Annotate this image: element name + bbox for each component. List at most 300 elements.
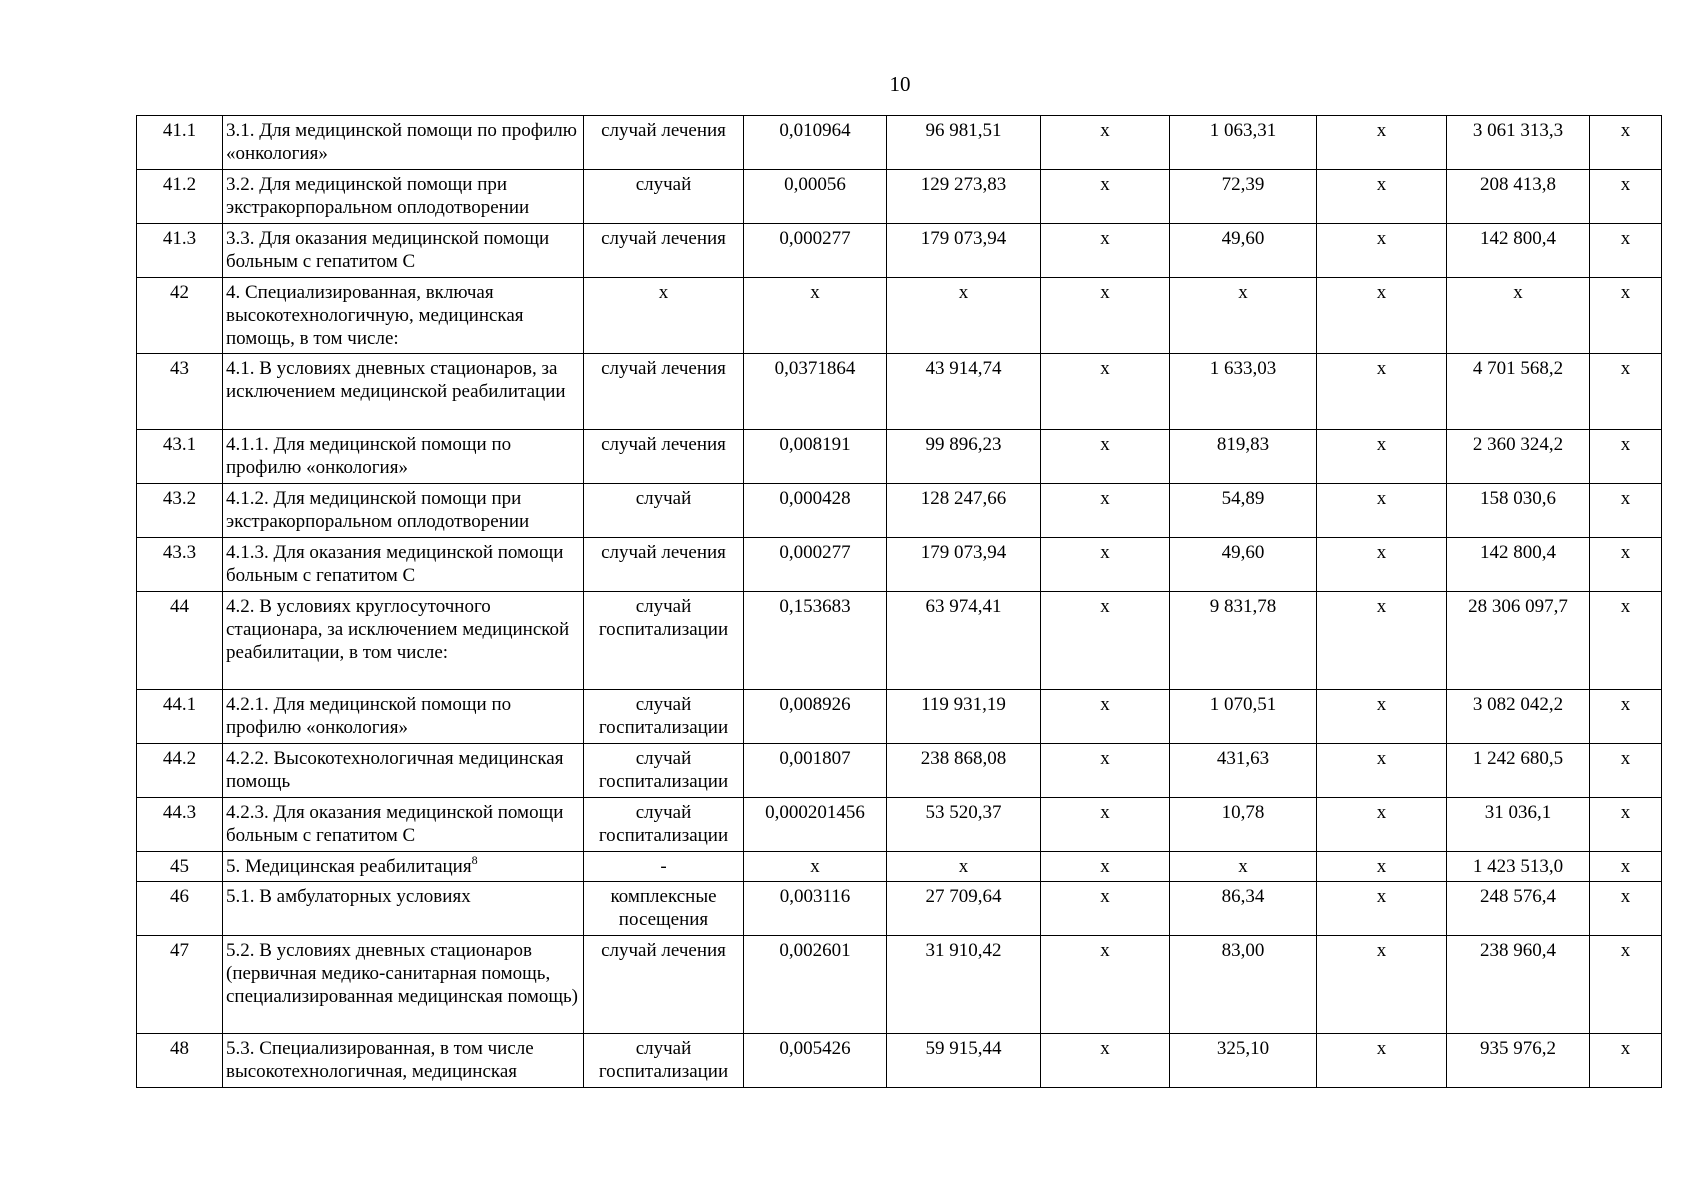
col6-cell bbox=[1041, 936, 1170, 1034]
total-cost-cell-text: 3 061 313,3 bbox=[1472, 120, 1564, 141]
table-row bbox=[137, 798, 1662, 852]
unit-cell-text: случай bbox=[635, 174, 692, 195]
total-cost-cell bbox=[1447, 936, 1590, 1034]
per-capita-cell-text: 83,00 bbox=[1221, 940, 1265, 961]
per-capita-cell bbox=[1170, 430, 1317, 484]
total-cost-cell bbox=[1447, 430, 1590, 484]
norm-cell bbox=[744, 538, 887, 592]
col6-cell bbox=[1041, 744, 1170, 798]
col8-cell-text: х bbox=[1376, 542, 1387, 563]
per-capita-cell bbox=[1170, 798, 1317, 852]
total-cost-cell-text: 238 960,4 bbox=[1480, 940, 1556, 961]
total-cost-cell bbox=[1447, 278, 1590, 354]
description-cell bbox=[223, 484, 584, 538]
per-capita-cell-text: 86,34 bbox=[1221, 886, 1265, 907]
norm-cell-text: 0,000201456 bbox=[765, 802, 865, 823]
table-row bbox=[137, 744, 1662, 798]
per-capita-cell-text: 1 633,03 bbox=[1209, 358, 1277, 379]
description-cell bbox=[223, 690, 584, 744]
col8-cell bbox=[1317, 798, 1447, 852]
col10-cell bbox=[1590, 538, 1662, 592]
norm-cell-text: 0,008191 bbox=[779, 434, 851, 455]
col10-cell bbox=[1590, 690, 1662, 744]
row-number-cell bbox=[137, 852, 223, 882]
cost-cell-text: 63 974,41 bbox=[925, 596, 1002, 617]
description-cell bbox=[223, 882, 584, 936]
col10-cell bbox=[1590, 354, 1662, 430]
description-cell bbox=[223, 744, 584, 798]
norm-cell bbox=[744, 744, 887, 798]
col10-cell bbox=[1590, 224, 1662, 278]
col6-cell-text: х bbox=[1100, 856, 1110, 877]
per-capita-cell-text: 1 070,51 bbox=[1209, 694, 1277, 715]
col6-cell bbox=[1041, 592, 1170, 690]
col6-cell-text: х bbox=[1100, 886, 1110, 907]
norm-cell-text: 0,003116 bbox=[779, 886, 851, 907]
unit-cell-text: случай лечения bbox=[601, 358, 726, 379]
row-number-cell bbox=[137, 744, 223, 798]
col6-cell bbox=[1041, 690, 1170, 744]
col10-cell-text: х bbox=[1620, 488, 1631, 509]
page-number: 10 bbox=[889, 72, 911, 96]
total-cost-cell bbox=[1447, 354, 1590, 430]
row-number-cell-text: 43.3 bbox=[162, 542, 197, 563]
unit-cell-text: - bbox=[660, 856, 667, 877]
total-cost-cell-text: 31 036,1 bbox=[1484, 802, 1552, 823]
per-capita-cell bbox=[1170, 690, 1317, 744]
col8-cell-text: х bbox=[1376, 886, 1387, 907]
unit-cell bbox=[584, 592, 744, 690]
per-capita-cell bbox=[1170, 354, 1317, 430]
col8-cell bbox=[1317, 936, 1447, 1034]
unit-cell bbox=[584, 224, 744, 278]
cost-cell bbox=[887, 484, 1041, 538]
row-number-cell bbox=[137, 116, 223, 170]
norm-cell bbox=[744, 430, 887, 484]
unit-cell bbox=[584, 690, 744, 744]
cost-cell-text: 128 247,66 bbox=[920, 488, 1007, 509]
unit-cell bbox=[584, 170, 744, 224]
description-cell-text: 4.1.3. Для оказания медицинской помощи больным с гепатитом С bbox=[226, 542, 564, 586]
unit-cell bbox=[584, 484, 744, 538]
col10-cell-text: х bbox=[1620, 748, 1631, 769]
total-cost-cell-text: 4 701 568,2 bbox=[1472, 358, 1564, 379]
table-row bbox=[137, 430, 1662, 484]
total-cost-cell bbox=[1447, 224, 1590, 278]
row-number-cell bbox=[137, 936, 223, 1034]
col6-cell-text: х bbox=[1100, 1038, 1110, 1059]
row-number-cell-text: 41.1 bbox=[162, 120, 197, 141]
row-number-cell-text: 44.2 bbox=[162, 748, 197, 769]
col8-cell bbox=[1317, 116, 1447, 170]
unit-cell bbox=[584, 354, 744, 430]
cost-cell bbox=[887, 690, 1041, 744]
cost-cell-text: 43 914,74 bbox=[925, 358, 1002, 379]
col6-cell bbox=[1041, 354, 1170, 430]
cost-cell-text: 99 896,23 bbox=[925, 434, 1002, 455]
norm-cell bbox=[744, 936, 887, 1034]
unit-cell-text: случай лечения bbox=[601, 228, 726, 249]
row-number-cell-text: 47 bbox=[170, 940, 189, 961]
unit-cell-text: случай госпитализации bbox=[598, 802, 729, 846]
row-number-cell bbox=[137, 224, 223, 278]
col10-cell-text: х bbox=[1620, 358, 1631, 379]
norm-cell bbox=[744, 354, 887, 430]
cost-cell-text: 27 709,64 bbox=[925, 886, 1002, 907]
row-number-cell bbox=[137, 592, 223, 690]
table-row bbox=[137, 484, 1662, 538]
total-cost-cell bbox=[1447, 852, 1590, 882]
norm-cell bbox=[744, 116, 887, 170]
col8-cell-text: х bbox=[1376, 940, 1387, 961]
per-capita-cell-text: 72,39 bbox=[1221, 174, 1265, 195]
total-cost-cell bbox=[1447, 592, 1590, 690]
per-capita-cell-text: 431,63 bbox=[1216, 748, 1270, 769]
row-number-cell-text: 44 bbox=[170, 596, 189, 617]
col8-cell-text: х bbox=[1376, 434, 1387, 455]
row-number-cell bbox=[137, 798, 223, 852]
table-row bbox=[137, 852, 1662, 882]
row-number-cell bbox=[137, 354, 223, 430]
total-cost-cell-text: 2 360 324,2 bbox=[1472, 434, 1564, 455]
norm-cell bbox=[744, 224, 887, 278]
col6-cell-text: х bbox=[1100, 748, 1110, 769]
per-capita-cell bbox=[1170, 224, 1317, 278]
cost-cell-text: 53 520,37 bbox=[925, 802, 1002, 823]
col8-cell-text: х bbox=[1376, 694, 1387, 715]
unit-cell-text: х bbox=[658, 282, 669, 303]
row-number-cell-text: 43 bbox=[170, 358, 189, 379]
total-cost-cell-text: 28 306 097,7 bbox=[1468, 596, 1568, 617]
row-number-cell-text: 45 bbox=[170, 856, 189, 877]
description-cell-text: 5.1. В амбулаторных условиях bbox=[226, 886, 471, 907]
unit-cell bbox=[584, 116, 744, 170]
description-cell bbox=[223, 592, 584, 690]
per-capita-cell bbox=[1170, 170, 1317, 224]
per-capita-cell bbox=[1170, 484, 1317, 538]
per-capita-cell-text: х bbox=[1238, 856, 1248, 877]
col10-cell bbox=[1590, 116, 1662, 170]
description-cell bbox=[223, 936, 584, 1034]
col10-cell bbox=[1590, 1034, 1662, 1088]
col6-cell-text: х bbox=[1100, 282, 1110, 303]
norm-cell bbox=[744, 690, 887, 744]
unit-cell-text: случай госпитализации bbox=[598, 748, 729, 792]
row-number-cell bbox=[137, 170, 223, 224]
cost-cell-text: 179 073,94 bbox=[920, 542, 1007, 563]
norm-cell-text: 0,153683 bbox=[779, 596, 851, 617]
unit-cell bbox=[584, 798, 744, 852]
total-cost-cell-text: 158 030,6 bbox=[1480, 488, 1556, 509]
total-cost-cell-text: 1 423 513,0 bbox=[1472, 856, 1564, 877]
table-body bbox=[137, 116, 1662, 1088]
cost-cell bbox=[887, 592, 1041, 690]
col10-cell bbox=[1590, 798, 1662, 852]
unit-cell-text: случай госпитализации bbox=[598, 694, 729, 738]
per-capita-cell-text: 49,60 bbox=[1221, 228, 1265, 249]
norm-cell bbox=[744, 170, 887, 224]
table-row bbox=[137, 538, 1662, 592]
description-cell-text: 4.1.2. Для медицинской помощи при экстракорпоральном оплодотворении bbox=[226, 488, 530, 532]
col10-cell-text: х bbox=[1620, 802, 1631, 823]
col6-cell bbox=[1041, 170, 1170, 224]
total-cost-cell-text: 208 413,8 bbox=[1480, 174, 1556, 195]
col8-cell-text: х bbox=[1376, 856, 1387, 877]
row-number-cell-text: 43.2 bbox=[162, 488, 197, 509]
col8-cell bbox=[1317, 882, 1447, 936]
cost-cell bbox=[887, 224, 1041, 278]
col10-cell-text: х bbox=[1620, 596, 1631, 617]
unit-cell bbox=[584, 430, 744, 484]
table-row bbox=[137, 116, 1662, 170]
norm-cell bbox=[744, 1034, 887, 1088]
cost-cell bbox=[887, 116, 1041, 170]
col8-cell-text: х bbox=[1376, 282, 1387, 303]
per-capita-cell bbox=[1170, 116, 1317, 170]
col8-cell-text: х bbox=[1376, 1038, 1387, 1059]
col6-cell bbox=[1041, 852, 1170, 882]
unit-cell bbox=[584, 852, 744, 882]
norm-cell-text: 0,008926 bbox=[779, 694, 851, 715]
description-cell bbox=[223, 116, 584, 170]
col6-cell bbox=[1041, 224, 1170, 278]
col6-cell-text: х bbox=[1100, 694, 1110, 715]
cost-cell bbox=[887, 852, 1041, 882]
table-row bbox=[137, 690, 1662, 744]
total-cost-cell-text: 248 576,4 bbox=[1480, 886, 1556, 907]
col10-cell-text: х bbox=[1620, 1038, 1631, 1059]
col6-cell bbox=[1041, 278, 1170, 354]
col8-cell-text: х bbox=[1376, 748, 1387, 769]
total-cost-cell-text: 1 242 680,5 bbox=[1472, 748, 1564, 769]
col8-cell bbox=[1317, 484, 1447, 538]
per-capita-cell-text: 49,60 bbox=[1221, 542, 1265, 563]
col8-cell-text: х bbox=[1376, 228, 1387, 249]
unit-cell-text: случай лечения bbox=[601, 542, 726, 563]
total-cost-cell bbox=[1447, 1034, 1590, 1088]
norm-cell bbox=[744, 278, 887, 354]
row-number-cell-text: 42 bbox=[170, 282, 189, 303]
cost-cell bbox=[887, 538, 1041, 592]
description-cell-text: 4.2.3. Для оказания медицинской помощи больным с гепатитом С bbox=[226, 802, 564, 846]
cost-cell bbox=[887, 354, 1041, 430]
norm-cell-text: 0,00056 bbox=[784, 174, 846, 195]
total-cost-cell-text: 935 976,2 bbox=[1480, 1038, 1556, 1059]
description-cell-text: 4. Специализированная, включая высокотехнологичную, медицинская помощь, в том числе: bbox=[226, 282, 524, 349]
total-cost-cell bbox=[1447, 744, 1590, 798]
description-cell-text: 5.2. В условиях дневных стационаров (первичная медико-санитарная помощь, специализированная медицинская помощь) bbox=[226, 940, 579, 1007]
per-capita-cell bbox=[1170, 882, 1317, 936]
total-cost-cell bbox=[1447, 484, 1590, 538]
cost-cell bbox=[887, 1034, 1041, 1088]
description-cell-text: 3.2. Для медицинской помощи при экстракорпоральном оплодотворении bbox=[226, 174, 530, 218]
row-number-cell-text: 48 bbox=[170, 1038, 189, 1059]
norm-cell bbox=[744, 882, 887, 936]
cost-cell-text: х bbox=[958, 856, 969, 877]
cost-cell bbox=[887, 882, 1041, 936]
per-capita-cell bbox=[1170, 278, 1317, 354]
row-number-cell-text: 41.3 bbox=[162, 228, 197, 249]
col10-cell bbox=[1590, 430, 1662, 484]
per-capita-cell bbox=[1170, 592, 1317, 690]
cost-cell-text: 179 073,94 bbox=[920, 228, 1007, 249]
description-cell-text: 3.3. Для оказания медицинской помощи больным с гепатитом С bbox=[226, 228, 550, 272]
col8-cell bbox=[1317, 690, 1447, 744]
cost-cell bbox=[887, 798, 1041, 852]
cost-cell-text: 31 910,42 bbox=[925, 940, 1002, 961]
norm-cell bbox=[744, 592, 887, 690]
col10-cell-text: х bbox=[1620, 856, 1631, 877]
col10-cell-text: х bbox=[1620, 542, 1631, 563]
col6-cell bbox=[1041, 484, 1170, 538]
total-cost-cell-text: х bbox=[1513, 282, 1523, 303]
norm-cell-text: 0,000277 bbox=[779, 542, 851, 563]
description-cell-text: 4.1.1. Для медицинской помощи по профилю «онкология» bbox=[226, 434, 512, 478]
unit-cell bbox=[584, 936, 744, 1034]
cost-cell bbox=[887, 170, 1041, 224]
col8-cell-text: х bbox=[1376, 488, 1387, 509]
unit-cell bbox=[584, 882, 744, 936]
col6-cell-text: х bbox=[1100, 358, 1110, 379]
col10-cell bbox=[1590, 744, 1662, 798]
description-cell bbox=[223, 1034, 584, 1088]
per-capita-cell-text: х bbox=[1238, 282, 1248, 303]
unit-cell-text: случай госпитализации bbox=[598, 1038, 729, 1082]
norm-cell bbox=[744, 852, 887, 882]
financing-table bbox=[136, 115, 1662, 1088]
col10-cell-text: х bbox=[1620, 940, 1631, 961]
per-capita-cell-text: 9 831,78 bbox=[1209, 596, 1277, 617]
col10-cell-text: х bbox=[1620, 282, 1631, 303]
row-number-cell-text: 43.1 bbox=[162, 434, 197, 455]
description-cell bbox=[223, 538, 584, 592]
row-number-cell-text: 46 bbox=[170, 886, 189, 907]
row-number-cell bbox=[137, 278, 223, 354]
table-row bbox=[137, 1034, 1662, 1088]
total-cost-cell bbox=[1447, 798, 1590, 852]
col8-cell-text: х bbox=[1376, 120, 1387, 141]
row-number-cell bbox=[137, 882, 223, 936]
description-cell-text: 4.2. В условиях круглосуточного стационара, за исключением медицинской реабилитации, в том числе: bbox=[226, 596, 570, 663]
per-capita-cell-text: 1 063,31 bbox=[1209, 120, 1277, 141]
col8-cell-text: х bbox=[1376, 802, 1387, 823]
cost-cell-text: 129 273,83 bbox=[920, 174, 1007, 195]
cost-cell-text: 96 981,51 bbox=[925, 120, 1002, 141]
col8-cell bbox=[1317, 744, 1447, 798]
cost-cell-text: 238 868,08 bbox=[920, 748, 1007, 769]
col6-cell-text: х bbox=[1100, 488, 1110, 509]
per-capita-cell bbox=[1170, 744, 1317, 798]
total-cost-cell bbox=[1447, 538, 1590, 592]
unit-cell-text: случай лечения bbox=[601, 434, 726, 455]
total-cost-cell bbox=[1447, 882, 1590, 936]
col6-cell-text: х bbox=[1100, 228, 1110, 249]
total-cost-cell-text: 142 800,4 bbox=[1480, 542, 1556, 563]
col8-cell-text: х bbox=[1376, 596, 1387, 617]
norm-cell bbox=[744, 798, 887, 852]
row-number-cell-text: 44.1 bbox=[162, 694, 197, 715]
col6-cell-text: х bbox=[1100, 434, 1110, 455]
col6-cell bbox=[1041, 430, 1170, 484]
norm-cell-text: 0,001807 bbox=[779, 748, 851, 769]
per-capita-cell-text: 54,89 bbox=[1221, 488, 1265, 509]
col8-cell bbox=[1317, 852, 1447, 882]
cost-cell-text: х bbox=[958, 282, 969, 303]
description-cell-text: 5. Медицинская реабилитация bbox=[226, 856, 472, 877]
per-capita-cell-text: 10,78 bbox=[1221, 802, 1265, 823]
col8-cell bbox=[1317, 354, 1447, 430]
norm-cell-text: х bbox=[810, 856, 820, 877]
footnote-marker: 8 bbox=[471, 852, 478, 867]
col8-cell-text: х bbox=[1376, 358, 1387, 379]
unit-cell bbox=[584, 1034, 744, 1088]
norm-cell-text: 0,0371864 bbox=[774, 358, 856, 379]
col6-cell-text: х bbox=[1100, 596, 1110, 617]
description-cell bbox=[223, 170, 584, 224]
description-cell-text: 4.2.2. Высокотехнологичная медицинская помощь bbox=[226, 748, 564, 792]
unit-cell bbox=[584, 278, 744, 354]
col10-cell-text: х bbox=[1620, 886, 1631, 907]
col8-cell bbox=[1317, 224, 1447, 278]
per-capita-cell bbox=[1170, 1034, 1317, 1088]
description-cell bbox=[223, 278, 584, 354]
table-row bbox=[137, 936, 1662, 1034]
row-number-cell bbox=[137, 430, 223, 484]
description-cell bbox=[223, 798, 584, 852]
cost-cell-text: 59 915,44 bbox=[925, 1038, 1002, 1059]
table-row bbox=[137, 170, 1662, 224]
per-capita-cell bbox=[1170, 852, 1317, 882]
norm-cell bbox=[744, 484, 887, 538]
description-cell bbox=[223, 224, 584, 278]
col8-cell bbox=[1317, 592, 1447, 690]
col6-cell bbox=[1041, 798, 1170, 852]
col6-cell-text: х bbox=[1100, 120, 1110, 141]
description-cell bbox=[223, 430, 584, 484]
col6-cell bbox=[1041, 1034, 1170, 1088]
norm-cell-text: х bbox=[810, 282, 820, 303]
col10-cell-text: х bbox=[1620, 434, 1631, 455]
col10-cell bbox=[1590, 852, 1662, 882]
total-cost-cell-text: 142 800,4 bbox=[1480, 228, 1556, 249]
col10-cell bbox=[1590, 882, 1662, 936]
description-cell-text: 4.1. В условиях дневных стационаров, за исключением медицинской реабилитации bbox=[226, 358, 566, 402]
table-row bbox=[137, 354, 1662, 430]
norm-cell-text: 0,000428 bbox=[779, 488, 851, 509]
description-cell bbox=[223, 852, 584, 882]
unit-cell bbox=[584, 744, 744, 798]
col8-cell bbox=[1317, 1034, 1447, 1088]
unit-cell-text: случай госпитализации bbox=[598, 596, 729, 640]
col6-cell bbox=[1041, 538, 1170, 592]
col8-cell bbox=[1317, 430, 1447, 484]
description-cell-text: 5.3. Специализированная, в том числе высокотехнологичная, медицинская bbox=[226, 1038, 534, 1082]
cost-cell bbox=[887, 936, 1041, 1034]
unit-cell-text: случай лечения bbox=[601, 120, 726, 141]
col6-cell bbox=[1041, 882, 1170, 936]
row-number-cell bbox=[137, 1034, 223, 1088]
row-number-cell bbox=[137, 690, 223, 744]
col6-cell-text: х bbox=[1100, 174, 1110, 195]
col10-cell-text: х bbox=[1620, 228, 1631, 249]
per-capita-cell bbox=[1170, 538, 1317, 592]
table-row bbox=[137, 278, 1662, 354]
per-capita-cell-text: 819,83 bbox=[1216, 434, 1270, 455]
norm-cell-text: 0,010964 bbox=[779, 120, 851, 141]
col10-cell bbox=[1590, 484, 1662, 538]
per-capita-cell-text: 325,10 bbox=[1216, 1038, 1270, 1059]
total-cost-cell bbox=[1447, 116, 1590, 170]
